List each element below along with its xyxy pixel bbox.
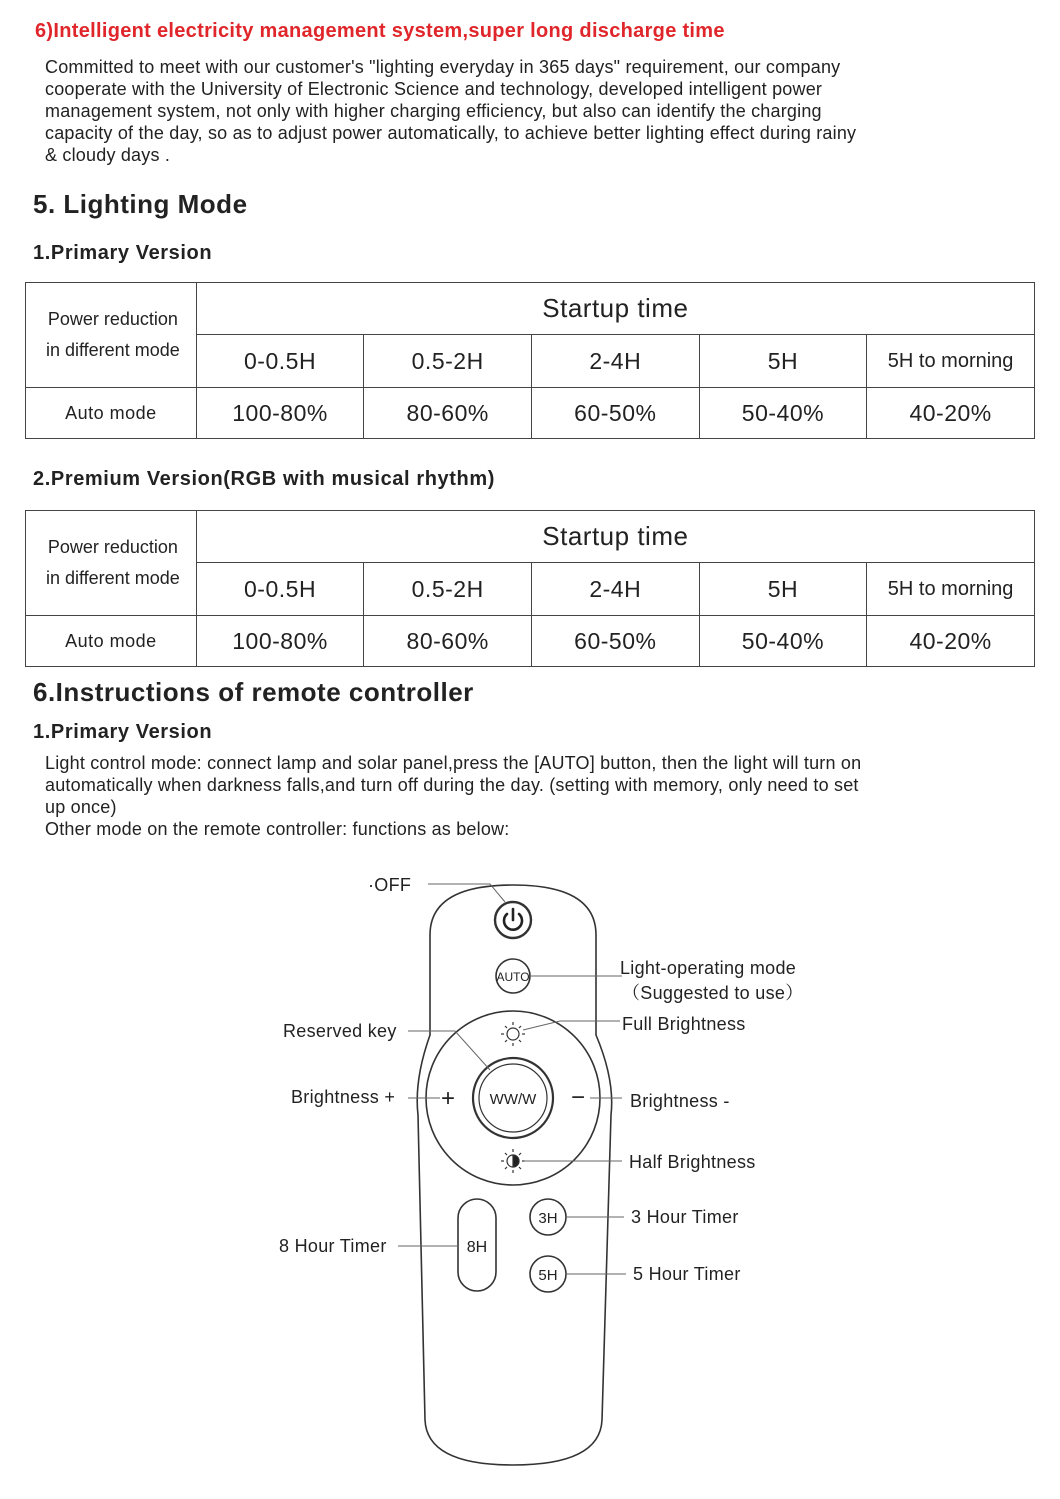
- column-header: 2-4H: [531, 335, 699, 388]
- table-cell: 50-40%: [699, 388, 867, 439]
- column-header: 0-0.5H: [196, 335, 364, 388]
- column-header: 5H to morning: [867, 563, 1035, 616]
- column-header: 5H: [699, 563, 867, 616]
- table-cell: 40-20%: [867, 388, 1035, 439]
- body-line: management system, not only with higher charging efficiency, but also can identify the charging: [45, 101, 822, 121]
- full-brightness-icon: [501, 1022, 525, 1046]
- column-header: 5H: [699, 335, 867, 388]
- auto-button[interactable]: AUTO: [496, 970, 530, 984]
- primary-version-subtitle: 1.Primary Version: [33, 242, 213, 264]
- timer-8h-label[interactable]: 8H: [466, 1239, 488, 1256]
- timer-5h-label[interactable]: 5H: [538, 1267, 558, 1284]
- body-line: Other mode on the remote controller: functions as below:: [45, 819, 510, 839]
- table-cell: 50-40%: [699, 616, 867, 667]
- light-mode-label: Light-operating mode: [620, 958, 797, 978]
- column-header: 0-0.5H: [196, 563, 364, 616]
- row-header-line: in different mode: [45, 340, 180, 360]
- auto-mode-label: Auto mode: [26, 616, 197, 667]
- column-header: 0.5-2H: [364, 335, 532, 388]
- premium-version-subtitle: 2.Premium Version(RGB with musical rhythm): [33, 468, 495, 490]
- body-line: up once): [45, 797, 117, 817]
- brightness-plus-label: Brightness +: [291, 1087, 396, 1107]
- timer-3h-label[interactable]: 3H: [538, 1210, 558, 1227]
- column-header: 2-4H: [531, 563, 699, 616]
- row-header-line: in different mode: [45, 568, 180, 588]
- timer-3h-description: 3 Hour Timer: [631, 1207, 739, 1227]
- auto-mode-label: Auto mode: [26, 388, 197, 439]
- brightness-minus-label: Brightness -: [630, 1091, 730, 1111]
- ww-w-button[interactable]: WW/W: [489, 1091, 537, 1108]
- energy-section-title: 6)Intelligent electricity management system,super long discharge time: [35, 20, 725, 42]
- body-line: & cloudy days .: [45, 145, 171, 165]
- half-brightness-icon: [501, 1149, 525, 1173]
- table-cell: 40-20%: [867, 616, 1035, 667]
- brightness-minus-button[interactable]: −: [570, 1084, 586, 1111]
- half-brightness-label: Half Brightness: [629, 1152, 756, 1172]
- table-cell: 80-60%: [364, 388, 532, 439]
- table-cell: 100-80%: [196, 616, 364, 667]
- power-icon: [504, 909, 522, 930]
- leader-reserved-key: [408, 1031, 490, 1070]
- table-cell: 80-60%: [364, 616, 532, 667]
- full-brightness-label: Full Brightness: [622, 1014, 746, 1034]
- timer-8h-description: 8 Hour Timer: [279, 1236, 387, 1256]
- leader-full-brightness: [523, 1021, 620, 1030]
- startup-time-header: Startup time: [196, 511, 1034, 563]
- remote-primary-subtitle: 1.Primary Version: [33, 721, 213, 743]
- row-header-line: Power reduction: [47, 309, 178, 329]
- leader-off: [428, 884, 505, 902]
- column-header: 5H to morning: [867, 335, 1035, 388]
- off-label: ·OFF: [368, 875, 412, 895]
- row-header-line: Power reduction: [47, 537, 178, 557]
- reserved-key-label: Reserved key: [283, 1021, 397, 1041]
- body-line: capacity of the day, so as to adjust power automatically, to achieve better lighting effect during rainy: [45, 123, 857, 143]
- table-cell: 100-80%: [196, 388, 364, 439]
- body-line: Committed to meet with our customer's "lighting everyday in 365 days" requirement, our company: [45, 57, 841, 77]
- startup-time-header: Startup time: [196, 283, 1034, 335]
- body-line: automatically when darkness falls,and turn off during the day. (setting with memory, only need to set: [45, 775, 859, 795]
- suggested-label: （Suggested to use）: [622, 983, 804, 1003]
- brightness-plus-button[interactable]: +: [440, 1085, 456, 1112]
- column-header: 0.5-2H: [364, 563, 532, 616]
- table-cell: 60-50%: [531, 616, 699, 667]
- table-cell: 60-50%: [531, 388, 699, 439]
- timer-5h-description: 5 Hour Timer: [633, 1264, 741, 1284]
- body-line: Light control mode: connect lamp and solar panel,press the [AUTO] button, then the light will turn on: [45, 753, 862, 773]
- body-line: cooperate with the University of Electronic Science and technology, developed intelligent power: [45, 79, 823, 99]
- remote-section-heading: 6.Instructions of remote controller: [33, 677, 474, 707]
- lighting-mode-heading: 5. Lighting Mode: [33, 189, 248, 219]
